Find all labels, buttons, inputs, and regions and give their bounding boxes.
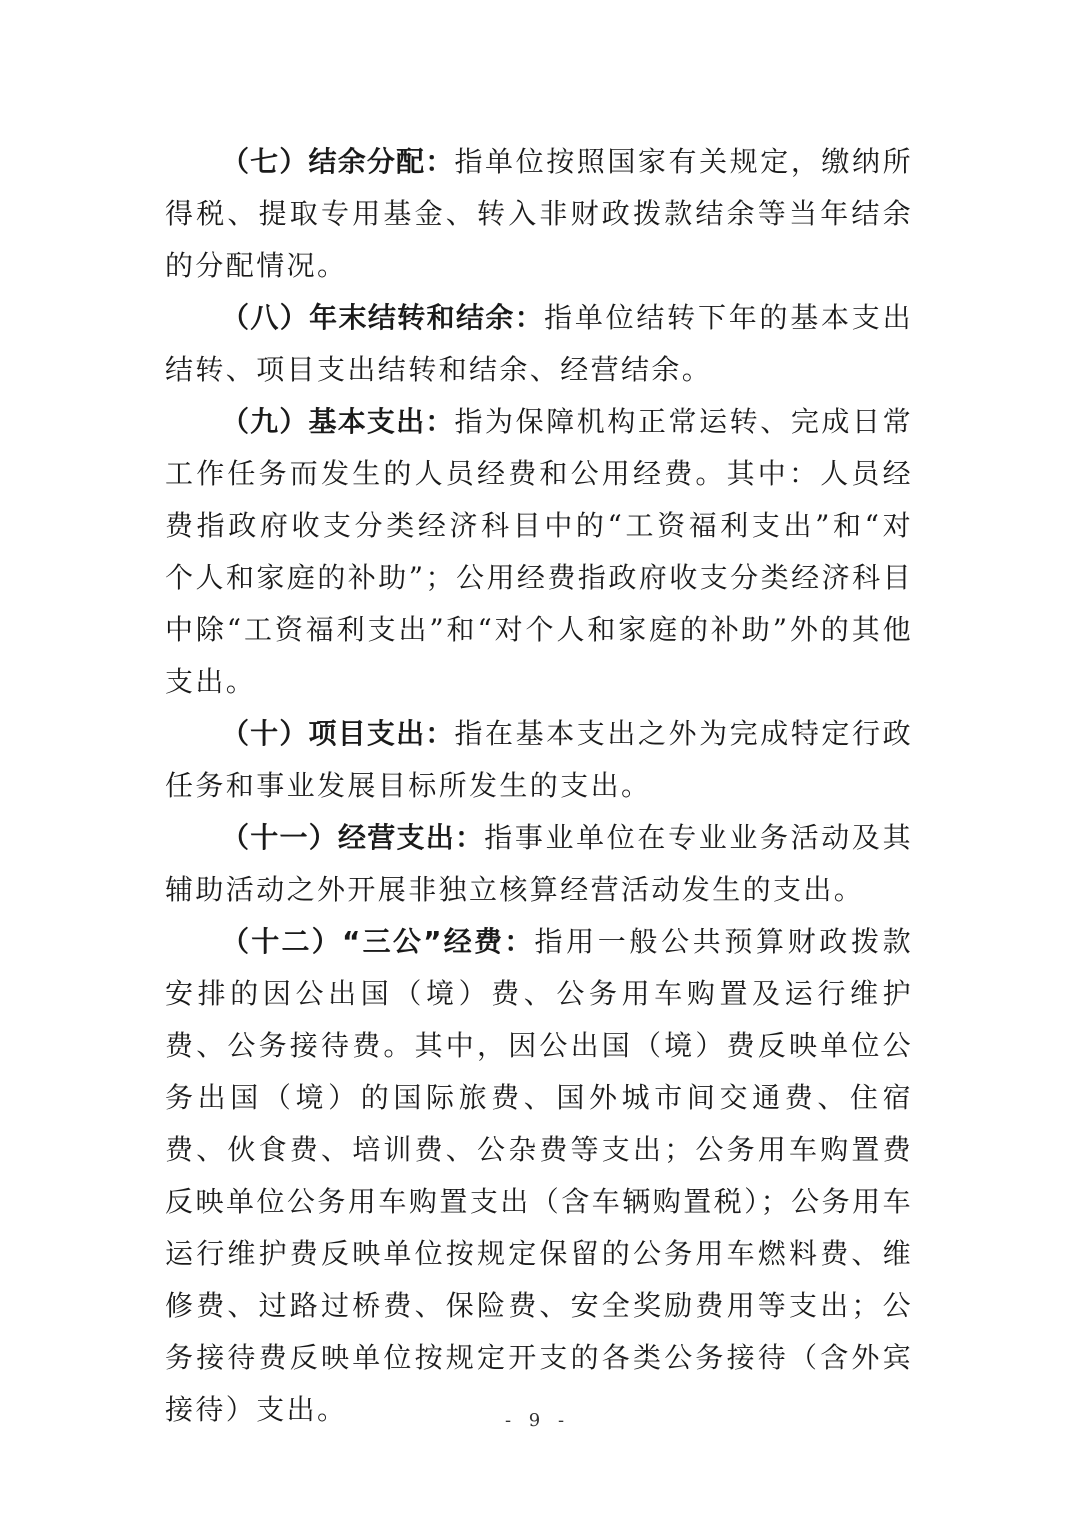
- paragraph-surplus-distribution: [165, 136, 913, 292]
- paragraph-three-public-expenses: [165, 916, 913, 1436]
- paragraph-heading: （八）年末结转和结余：: [221, 301, 545, 334]
- paragraph-project-expenditure: [165, 708, 913, 812]
- paragraph-heading: （十二）“三公”经费：: [221, 925, 535, 958]
- paragraph-heading: （七）结余分配：: [221, 145, 455, 178]
- paragraph-text: 指为保障机构正常运转、完成日常工作任务而发生的人员经费和公用经费。其中：人员经费指政府收支分类经济科目中的“工资福利支出”和“对个人和家庭的补助”；公用经费指政府收支分类经济科目中除“工资福利支出”和“对个人和家庭的补助”外的其他支出。: [165, 405, 913, 698]
- paragraph-operating-expenditure: [165, 812, 913, 916]
- document-body: [165, 136, 913, 1436]
- paragraph-heading: （九）基本支出：: [221, 405, 455, 438]
- paragraph-basic-expenditure: [165, 396, 913, 708]
- paragraph-text: 指事业单位在专业业务活动及其辅助活动之外开展非独立核算经营活动发生的支出。: [165, 821, 913, 906]
- paragraph-text: 指单位按照国家有关规定，缴纳所得税、提取专用基金、转入非财政拨款结余等当年结余的分配情况。: [165, 145, 913, 282]
- paragraph-text: 指单位结转下年的基本支出结转、项目支出结转和结余、经营结余。: [165, 301, 913, 386]
- paragraph-text: 指用一般公共预算财政拨款安排的因公出国（境）费、公务用车购置及运行维护费、公务接待费。其中，因公出国（境）费反映单位公务出国（境）的国际旅费、国外城市间交通费、住宿费、伙食费、培训费、公杂费等支出；公务用车购置费反映单位公务用车购置支出（含车辆购置税）；公务用车运行维护费反映单位按规定保留的公务用车燃料费、维修费、过路过桥费、保险费、安全奖励费用等支出；公务接待费反映单位按规定开支的各类公务接待（含外宾接待）支出。: [165, 925, 913, 1426]
- paragraph-heading: （十）项目支出：: [221, 717, 455, 750]
- page-number: - 9 -: [504, 1410, 571, 1431]
- paragraph-text: 指在基本支出之外为完成特定行政任务和事业发展目标所发生的支出。: [165, 717, 913, 802]
- paragraph-heading: （十一）经营支出：: [221, 821, 485, 854]
- paragraph-year-end-carryover: [165, 292, 913, 396]
